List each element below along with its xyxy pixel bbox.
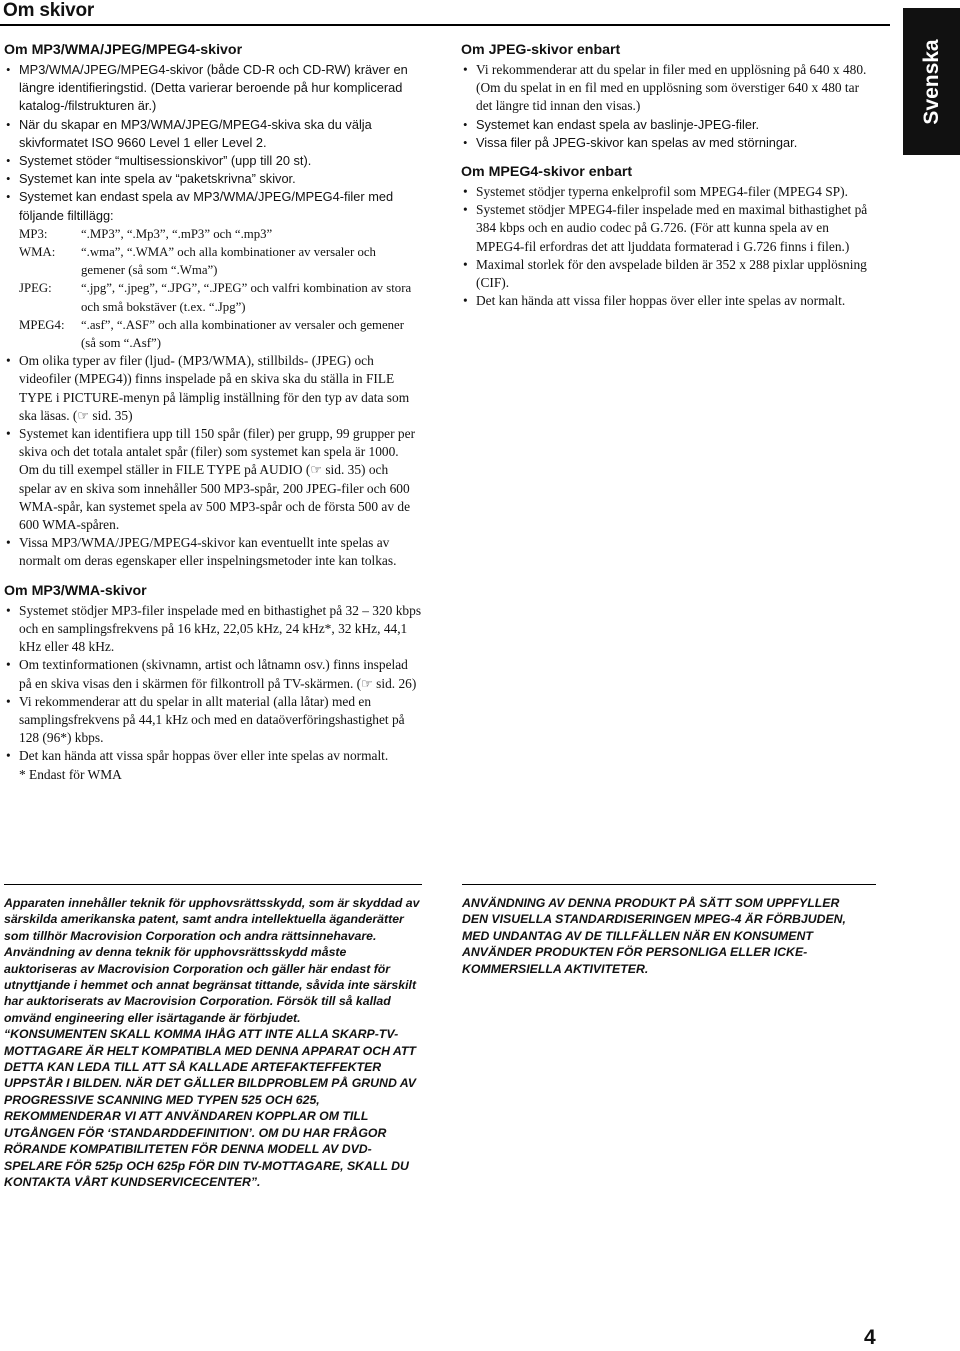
list-item: • Vi rekommenderar att du spelar in allt material (alla låtar) med en samplingsfrekvens på 44,1 kHz och med en dataöverföringshastighet på 128 (96*) kbps.: [4, 693, 422, 748]
page-number: 4: [864, 1326, 876, 1349]
copyright-notice: [4, 895, 422, 1190]
bullet-list: [4, 602, 422, 766]
list-item: [4, 188, 422, 352]
extension-key: WMA:: [19, 245, 56, 260]
extension-value: “.MP3”, “.Mp3”, “.mP3” och “.mp3”: [81, 226, 273, 241]
list-item: • Systemet stödjer MP3-filer inspelade med en bithastighet på 32 – 320 kbps och en samplingsfrekvens på 16 kHz, 22,05 kHz, 24 kHz*, 32 kHz, 44,1 kHz eller 48 kHz.: [4, 602, 422, 657]
list-item-text: sid. 35) och spelar av en skiva som innehåller 500 MP3-spår, 200 JPEG-filer och 600 WMA-spår, kan systemet spela av 500 MP3-spår och de första 500 av de 600 WMA-spåren.: [19, 462, 411, 533]
pointing-hand-icon: ☞: [361, 675, 373, 691]
list-item: • Systemet stöder “multisessionskivor” (upp till 20 st).: [4, 152, 422, 170]
extension-row: [19, 243, 422, 279]
notice-paragraph: ANVÄNDNING AV DENNA PRODUKT PÅ SÄTT SOM UPPFYLLER DEN VISUELLA STANDARDISERINGEN MPEG-4 ÄR FÖRBJUDEN, MED UNDANTAG AV DE TILLFÄLLEN NÄR EN KONSUMENT ANVÄNDER PRODUKTEN FÖR PERSONLIGA ELLER ICKE-KOMMERSIELLA AKTIVITETER.: [462, 896, 846, 976]
page-title: Om skivor: [3, 0, 95, 21]
list-item: • Systemet stödjer MPEG4-filer inspelade med en maximal bithastighet på 384 kbps och en audio codec på G.726. (För att kunna spela av en MPEG4-fil erfordras det att ljuddata formaterad i G.726 finns i filen.): [461, 201, 873, 256]
bullet-list: [4, 61, 422, 571]
list-item: • Vi rekommenderar att du spelar in filer med en upplösning på 640 x 480. (Om du spelat in en fil med en upplösning som överstiger 640 x 480 tar det längre tid innan den visas.): [461, 61, 873, 116]
section-heading-mpeg4: Om MPEG4-skivor enbart: [461, 164, 633, 181]
list-item: • Systemet kan endast spela av baslinje-JPEG-filer.: [461, 116, 873, 134]
list-item-text: sid. 35): [89, 407, 133, 423]
bullet-list: [461, 183, 873, 310]
list-item: • Systemet stödjer typerna enkelprofil som MPEG4-filer (MPEG4 SP).: [461, 183, 873, 201]
footnote: * Endast för WMA: [19, 766, 122, 782]
extension-row: [19, 225, 422, 243]
extension-value: “.wma”, “.WMA” och alla kombinationer av versaler och gemener (så som “.Wma”): [81, 245, 376, 278]
pointing-hand-icon: ☞: [310, 462, 322, 478]
extension-value: “.asf”, “.ASF” och alla kombinationer av versaler och gemener (så som “.Asf”): [81, 317, 404, 351]
list-item: • Det kan hända att vissa spår hoppas över eller inte spelas av normalt.: [4, 747, 422, 765]
list-item: • MP3/WMA/JPEG/MPEG4-skivor (både CD-R och CD-RW) kräver en längre identifieringstid. (Detta varierar beroende på hur komplicerad katalog-/filstrukturen är.): [4, 61, 422, 116]
left-column: [4, 41, 422, 784]
list-item: • Maximal storlek för den avspelade bilden är 352 x 288 pixlar upplösning (CIF).: [461, 256, 873, 292]
list-item-text: Systemet kan identifiera upp till 150 spår (filer) per grupp, 99 grupper per skiva och det totala antalet spår (filer) som systemet kan spela är 1000. Om du till exempel ställer in FILE TYPE på AUDIO (: [19, 426, 416, 478]
extension-key: MPEG4:: [19, 317, 65, 332]
list-item: [4, 656, 422, 692]
list-item: • Systemet kan inte spela av “paketskrivna” skivor.: [4, 170, 422, 188]
language-tab-label: Svenska: [919, 38, 943, 125]
list-item: [4, 352, 422, 425]
section-heading-mp3-wma-jpeg-mpeg4: Om MP3/WMA/JPEG/MPEG4-skivor: [4, 42, 243, 58]
title-rule: [0, 24, 890, 26]
list-item: • Det kan hända att vissa filer hoppas över eller inte spelas av normalt.: [461, 292, 873, 310]
list-item-text: Systemet kan endast spela av MP3/WMA/JPEG/MPEG4-filer med följande filtillägg:: [19, 189, 394, 223]
list-item: • Vissa MP3/WMA/JPEG/MPEG4-skivor kan eventuellt inte spelas av normalt om deras egenskaper eller inspelningsmetoder inte kan tolkas.: [4, 534, 422, 570]
extension-row: [19, 279, 422, 315]
list-item-text: Om textinformationen (skivnamn, artist och låtnamn osv.) finns inspelad på en skiva visas den i skärmen för filkontroll på TV-skärmen. (: [19, 657, 408, 691]
extension-key: JPEG:: [19, 281, 52, 296]
extension-row: [19, 316, 422, 352]
notice-paragraph: “KONSUMENTEN SKALL KOMMA IHÅG ATT INTE ALLA SKARP-TV-MOTTAGARE ÄR HELT KOMPATIBLA MED DENNA APPARAT OCH ATT DETTA KAN LEDA TILL ATT SÅ KALLADE ARTEFAKTEFFEKTER UPPSTÅR I BILDEN. NÄR DET GÄLLER BILDPROBLEM PÅ GRUND AV PROGRESSIVE SCANNING MED TYPEN 525 OCH 625, REKOMMENDERAR VI ATT ANVÄNDAREN KOPPLAR OM TILL UTGÅNGEN FÖR ‘STANDARDDEFINITION’. OM DU HAR FRÅGOR RÖRANDE KOMPATIBILITETEN FÖR DENNA MODELL AV DVD-SPELARE FÖR 525p OCH 625p FÖR DIN TV-MOTTAGARE, SKALL DU KONTAKTA VÅRT KUNDSERVICECENTER”.: [4, 1027, 416, 1189]
list-item: • Vissa filer på JPEG-skivor kan spelas av med störningar.: [461, 134, 873, 152]
list-item-text: sid. 26): [372, 675, 417, 691]
language-tab: [903, 8, 960, 155]
bullet-list: [461, 61, 873, 152]
list-item: • När du skapar en MP3/WMA/JPEG/MPEG4-skiva ska du välja skivformatet ISO 9660 Level 1 eller Level 2.: [4, 116, 422, 152]
notice-paragraph: Apparaten innehåller teknik för upphovsrättsskydd, som är skyddad av särskilda amerikanska patent, samt andra intellektuella äganderätter som tillhör Macrovision Corporation och andra rättsinnehavare. Användning av denna teknik för upphovsrättsskydd måste auktoriseras av Macrovision Corporation och gäller här endast för utnyttjande i hemmet och annat begränsat tittande, såvida inte särskilt har auktoriserats av Macrovision Corporation. Försök till så kallad omvänd engineering eller isärtagande är förbjudet.: [4, 896, 420, 1025]
extension-key: MP3:: [19, 226, 48, 241]
extension-value: “.jpg”, “.jpeg”, “.JPG”, “.JPEG” och valfri kombination av stora och små bokstäver (t.ex. “.Jpg”): [81, 281, 412, 314]
right-column: [461, 41, 873, 310]
section-heading-jpeg: Om JPEG-skivor enbart: [461, 42, 621, 58]
pointing-hand-icon: ☞: [77, 407, 90, 423]
list-item: [4, 425, 422, 534]
notice-rule-right: [462, 884, 876, 885]
list-item-text: Om olika typer av filer (ljud- (MP3/WMA), stillbilds- (JPEG) och videofiler (MPEG4)) finns inspelade på en skiva ska du ställa in FILE TYPE i PICTURE-menyn på lämplig inställning för den typ av data som ska läsas. (: [19, 353, 410, 423]
extension-table: [19, 225, 422, 352]
mpeg4-license-notice: [462, 895, 862, 977]
notice-rule-left: [4, 884, 422, 885]
section-heading-mp3-wma: Om MP3/WMA-skivor: [4, 582, 147, 599]
